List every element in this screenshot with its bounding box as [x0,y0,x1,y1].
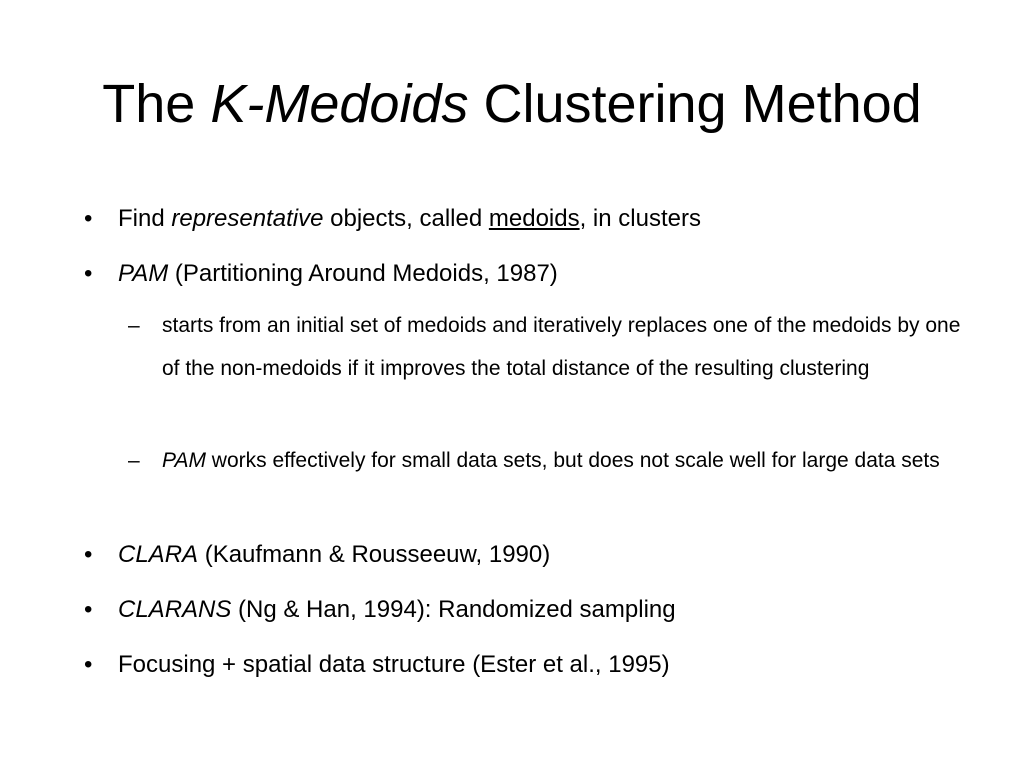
bullet-marker: • [84,260,93,287]
bullet-item-find-medoids [84,204,701,234]
bullet-marker: • [84,596,93,623]
bullet-item-pam [84,259,558,289]
sub-bullet-item-pam-method [128,304,962,390]
bullet-text-post: , in clusters [579,205,701,232]
bullet-item-clara [84,540,551,570]
dash-marker: – [128,314,140,337]
title-prefix: The [102,74,211,134]
bullet-text-italic: representative [171,205,324,232]
bullet-text-pre: Find [118,205,172,232]
title-hyphen: - [246,74,265,134]
sub-bullet-text: starts from an initial set of medoids and iteratively replaces one of the medoids by one of the non-medoids if it improves the total distance of the resulting clustering [162,314,961,380]
bullet-text-italic: PAM [118,260,169,287]
bullet-item-clarans [84,595,676,625]
bullet-marker: • [84,205,93,232]
bullet-text-italic: CLARA [118,541,199,568]
bullet-marker: • [84,651,93,678]
dash-marker: – [128,449,140,472]
bullet-text-mid: objects, called [323,205,489,232]
title-suffix: Clustering Method [468,74,922,134]
sub-bullet-text-italic: PAM [162,449,206,472]
bullet-item-focusing [84,650,670,680]
title-italic-k: K [210,74,247,134]
bullet-text-italic: CLARANS [118,596,232,623]
bullet-marker: • [84,541,93,568]
bullet-text-post: (Ng & Han, 1994): Randomized sampling [231,596,676,623]
bullet-text-post: (Kaufmann & Rousseeuw, 1990) [198,541,551,568]
sub-bullet-item-pam-scale [128,439,962,482]
bullet-text: Focusing + spatial data structure (Ester et al., 1995) [118,651,670,678]
sub-bullet-text-post: works effectively for small data sets, but does not scale well for large data sets [205,449,940,472]
title-italic-medoids: Medoids [264,74,469,134]
slide-title [0,70,1024,138]
bullet-text-post: (Partitioning Around Medoids, 1987) [168,260,558,287]
bullet-text-underlined: medoids [488,205,580,232]
